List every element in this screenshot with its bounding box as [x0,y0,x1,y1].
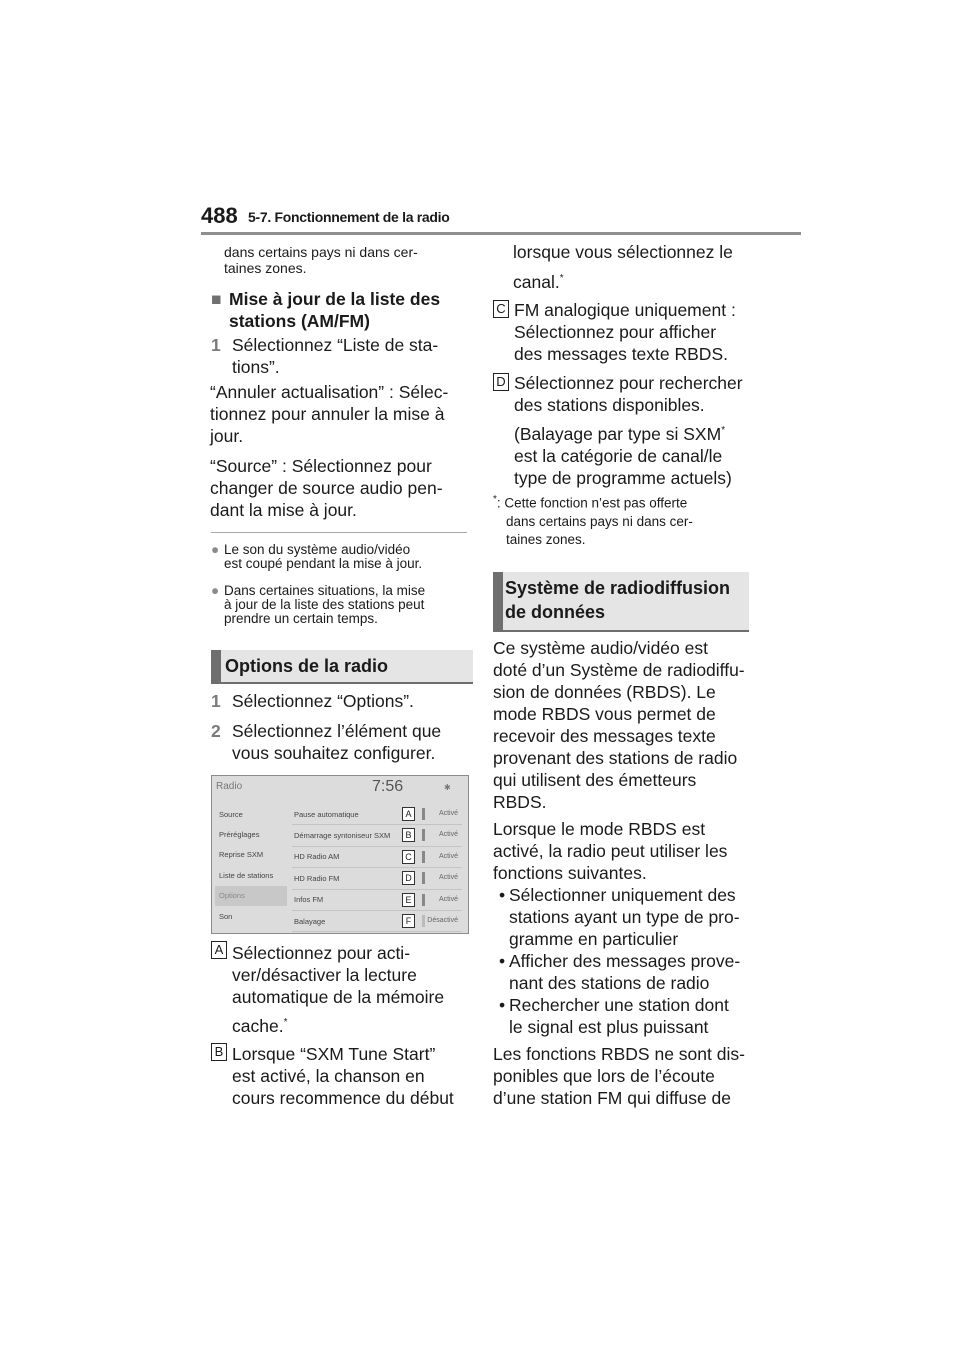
toggle-indicator [422,808,425,820]
toggle-indicator [422,915,425,927]
callout-label: D [402,871,415,885]
description-a: Sélectionnez pour acti- ver/désactiver la lecture automatique de la mémoire cache.* [232,943,445,1036]
notes-divider [211,532,467,533]
callout-label: E [402,893,415,907]
rbds-function-list [493,884,740,1038]
rbds-intro-paragraph: Ce système audio/vidéo est doté d’un Système de radiodiffu- sion de données (RBDS). Le mode RBDS vous permet de recevoir des messages texte provenant des stations de radio qui utilisent des émetteurs RBDS. [493,638,745,812]
sidebar-item-options: Options [215,886,287,906]
continued-note: dans certains pays ni dans cer- taines zones. [224,244,418,276]
label-a: A [211,941,227,959]
sidebar-item-sxm-replay: Reprise SXM [219,850,264,860]
section-radio-options: Options de la radio [211,650,473,684]
screen-options-list [292,804,462,932]
source-paragraph: “Source” : Sélectionnez pour changer de source audio pen- dant la mise à jour. [210,456,443,520]
list-item: • Rechercher une station dont le signal est plus puissant [499,995,729,1037]
option-row: Démarrage syntoniseur SXM B Activé [292,825,462,846]
heading-square-icon: ■ [211,289,222,309]
section-rbds: Système de radiodiffusion de données [493,572,749,632]
sidebar-item-sound: Son [219,911,233,921]
label-d: D [493,373,509,391]
list-item: • Afficher des messages prove- nant des stations de radio [499,951,741,993]
step-options-2: 2 Sélectionnez l’élément que vous souhaitez configurer. [211,721,442,763]
screen-title: Radio [216,781,243,792]
screen-clock: 7:56 [372,778,404,795]
toggle-indicator [422,894,425,906]
footnote: *: Cette fonction n’est pas offerte dans certains pays ni dans cer- taines zones. [493,494,693,547]
rbds-availability-paragraph: Les fonctions RBDS ne sont dis- ponibles que lors de l’écoute d’une station FM qui diffuse de [493,1044,745,1108]
note-update-time: ● Dans certaines situations, la mise à jour de la liste des stations peut prendre un certain temps. [211,583,426,626]
option-row: Infos FM E Activé [292,890,462,911]
header-rule [201,232,801,235]
sidebar-item-source: Source [219,809,243,819]
option-row: HD Radio FM D Activé [292,868,462,889]
step-1-station-list: 1 Sélectionnez “Liste de sta- tions”. [211,335,439,377]
screen-sidebar [215,804,287,926]
description-b-continued: lorsque vous sélectionnez le canal.* [513,242,733,292]
description-b: Lorsque “SXM Tune Start” est activé, la chanson en cours recommence du début [232,1044,454,1108]
description-c: FM analogique uniquement : Sélectionnez pour afficher des messages texte RBDS. [514,300,736,364]
note-sound-cut: ● Le son du système audio/vidéo est coupé pendant la mise à jour. [211,542,423,571]
bullet-icon: ● [211,583,220,598]
option-row: Balayage F Désactivé [292,911,462,932]
sidebar-item-station-list: Liste de stations [219,870,274,880]
step-options-1: 1 Sélectionnez “Options”. [211,691,414,711]
list-item: • Sélectionner uniquement des stations ayant un type de pro- gramme en particulier [499,885,740,949]
callout-label: F [402,914,415,928]
page-number: 488 [201,203,238,228]
toggle-indicator [422,851,425,863]
callout-label: C [402,850,415,864]
cancel-update-paragraph: “Annuler actualisation” : Sélec- tionnez pour annuler la mise à jour. [210,382,449,446]
description-d: Sélectionnez pour rechercher des stations disponibles. (Balayage par type si SXM* est la catégorie de canal/le type de programme actuels) [514,373,743,488]
toggle-indicator [422,829,425,841]
option-row: HD Radio AM C Activé [292,847,462,868]
bluetooth-icon: ✱ [444,783,451,792]
update-heading: ■ Mise à jour de la liste des stations (AM/FM) [211,289,441,331]
radio-options-screenshot [211,775,469,934]
bullet-icon: ● [211,542,220,557]
option-row: Pause automatique A Activé [292,804,462,825]
rbds-functions-paragraph: Lorsque le mode RBDS est activé, la radio peut utiliser les fonctions suivantes. [493,819,728,883]
toggle-indicator [422,872,425,884]
callout-label: A [402,807,415,821]
callout-label: B [402,828,415,842]
chapter-title: 5-7. Fonctionnement de la radio [248,209,450,225]
label-c: C [493,300,509,318]
sidebar-item-presets: Préréglages [219,830,260,840]
label-b: B [211,1043,227,1061]
